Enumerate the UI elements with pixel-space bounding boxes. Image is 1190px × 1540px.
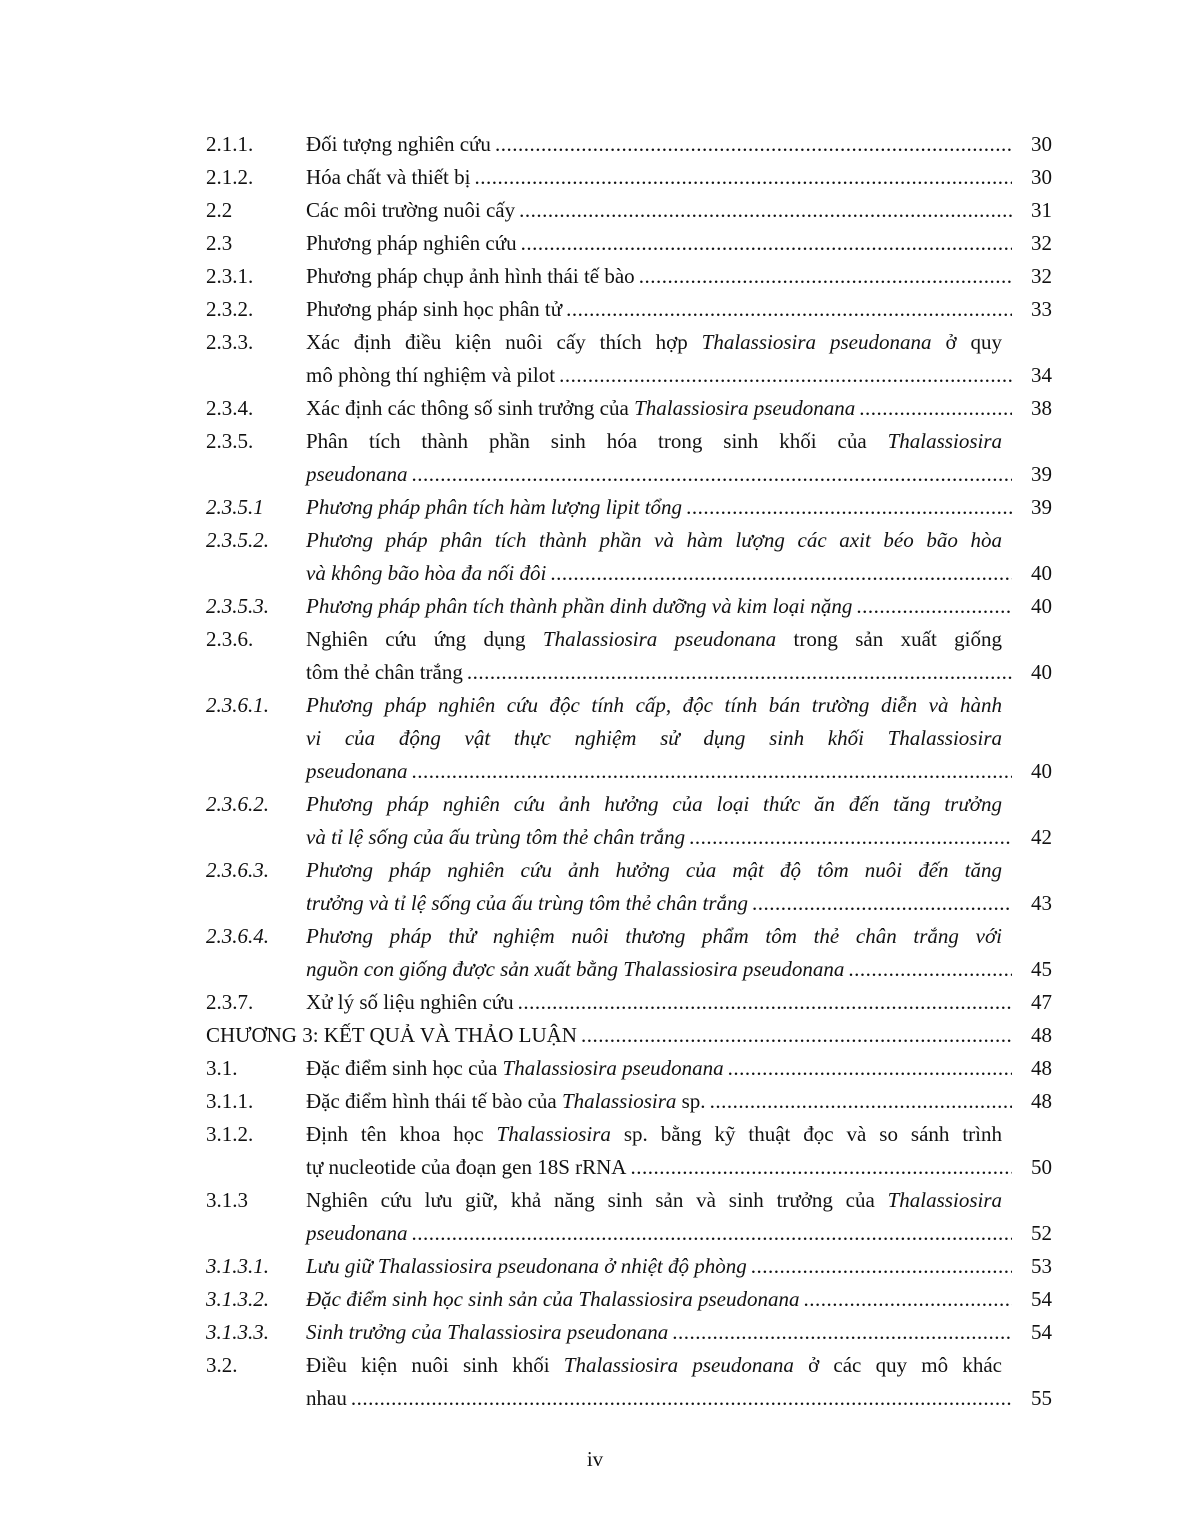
toc-entry-title: và không bão hòa đa nối đôi bbox=[306, 561, 547, 585]
toc-entry-title: CHƯƠNG 3: KẾT QUẢ VÀ THẢO LUẬN bbox=[206, 1023, 577, 1047]
toc-entry-number: 2.3.6.3. bbox=[206, 858, 269, 882]
toc-entry-number: 3.1.3.2. bbox=[206, 1287, 269, 1311]
dot-leader bbox=[566, 293, 1012, 326]
toc-entry-title: nhau bbox=[306, 1386, 347, 1410]
toc-entry-number: 2.1.2. bbox=[206, 165, 254, 189]
dot-leader bbox=[856, 590, 1012, 623]
toc-entry-page: 53 bbox=[1031, 1254, 1052, 1278]
toc-entry[interactable] bbox=[206, 227, 1056, 260]
toc-entry-title: Các môi trường nuôi cấy bbox=[306, 198, 516, 222]
toc-entry-number: 3.1.1. bbox=[206, 1089, 254, 1113]
toc-entry-title: Phương pháp phân tích thành phần dinh dưỡng và kim loại nặng bbox=[306, 594, 853, 618]
toc-entry-page: 30 bbox=[1031, 165, 1052, 189]
dot-leader bbox=[474, 161, 1012, 194]
toc-entry-number: 3.1.2. bbox=[206, 1122, 254, 1146]
toc-entry-title: Xử lý số liệu nghiên cứu bbox=[306, 990, 514, 1014]
toc-entry[interactable] bbox=[206, 326, 1056, 392]
toc-entry-number: 3.1. bbox=[206, 1056, 238, 1080]
toc-entry-title: trưởng và tỉ lệ sống của ấu trùng tôm thẻ chân trắng bbox=[306, 891, 749, 915]
toc-entry[interactable] bbox=[206, 260, 1056, 293]
dot-leader bbox=[550, 557, 1012, 590]
toc-entry-page: 39 bbox=[1031, 495, 1052, 519]
dot-leader bbox=[519, 194, 1012, 227]
toc-entry[interactable] bbox=[206, 128, 1056, 161]
toc-entry-title-line: Nghiên cứu lưu giữ, khả năng sinh sản và sinh trưởng của Thalassiosira bbox=[306, 1188, 1002, 1212]
toc-entry-title: mô phòng thí nghiệm và pilot bbox=[306, 363, 556, 387]
toc-entry-page: 47 bbox=[1031, 990, 1052, 1014]
toc-entry-number: 2.3 bbox=[206, 231, 233, 255]
dot-leader bbox=[630, 1151, 1012, 1184]
toc-entry[interactable] bbox=[206, 1184, 1056, 1250]
toc-entry[interactable] bbox=[206, 689, 1056, 788]
toc-entry[interactable] bbox=[206, 1052, 1056, 1085]
toc-entry-number: 3.1.3.3. bbox=[206, 1320, 269, 1344]
toc-entry-title-line: Xác định điều kiện nuôi cấy thích hợp Thalassiosira pseudonana ở quy bbox=[306, 330, 1002, 354]
toc-entry-page: 40 bbox=[1031, 759, 1052, 783]
dot-leader bbox=[751, 1250, 1012, 1283]
table-of-contents bbox=[206, 128, 1056, 1415]
toc-entry-page: 30 bbox=[1031, 132, 1052, 156]
toc-entry[interactable] bbox=[206, 920, 1056, 986]
dot-leader bbox=[859, 392, 1012, 425]
dot-leader bbox=[412, 755, 1013, 788]
dot-leader bbox=[728, 1052, 1012, 1085]
dot-leader bbox=[710, 1085, 1012, 1118]
toc-entry-title-line: Nghiên cứu ứng dụng Thalassiosira pseudonana trong sản xuất giống bbox=[306, 627, 1002, 651]
toc-entry-title: nguồn con giống được sản xuất bằng Thalassiosira pseudonana bbox=[306, 957, 845, 981]
toc-entry-number: 2.3.5. bbox=[206, 429, 254, 453]
toc-entry-title: Phương pháp chụp ảnh hình thái tế bào bbox=[306, 264, 635, 288]
page-number: iv bbox=[586, 1447, 604, 1471]
dot-leader bbox=[848, 953, 1012, 986]
toc-entry-page: 52 bbox=[1031, 1221, 1052, 1245]
dot-leader bbox=[686, 491, 1012, 524]
toc-entry[interactable] bbox=[206, 491, 1056, 524]
toc-entry-page: 45 bbox=[1031, 957, 1052, 981]
toc-entry[interactable] bbox=[206, 1118, 1056, 1184]
toc-entry-page: 32 bbox=[1031, 231, 1052, 255]
toc-entry-number: 2.3.6. bbox=[206, 627, 254, 651]
toc-entry-number: 2.3.3. bbox=[206, 330, 254, 354]
toc-entry-title-line: Phương pháp thử nghiệm nuôi thương phẩm tôm thẻ chân trắng với bbox=[306, 924, 1002, 948]
dot-leader bbox=[559, 359, 1012, 392]
toc-entry[interactable] bbox=[206, 1019, 1056, 1052]
toc-entry-number: 3.1.3.1. bbox=[206, 1254, 269, 1278]
toc-entry-page: 48 bbox=[1031, 1089, 1052, 1113]
toc-entry-page: 42 bbox=[1031, 825, 1052, 849]
toc-entry-title-line: Phương pháp nghiên cứu ảnh hưởng của loại thức ăn đến tăng trưởng bbox=[306, 792, 1002, 816]
dot-leader bbox=[518, 986, 1012, 1019]
toc-entry-page: 39 bbox=[1031, 462, 1052, 486]
toc-entry-title: pseudonana bbox=[306, 462, 408, 486]
dot-leader bbox=[521, 227, 1012, 260]
toc-entry-number: 2.3.6.4. bbox=[206, 924, 269, 948]
dot-leader bbox=[467, 656, 1012, 689]
toc-entry-number: 2.3.5.1 bbox=[206, 495, 264, 519]
toc-entry-title-line: Điều kiện nuôi sinh khối Thalassiosira pseudonana ở các quy mô khác bbox=[306, 1353, 1003, 1377]
dot-leader bbox=[804, 1283, 1013, 1316]
toc-entry-page: 40 bbox=[1031, 561, 1052, 585]
toc-entry-number: 3.2. bbox=[206, 1353, 238, 1377]
toc-entry-title: Phương pháp sinh học phân tử bbox=[306, 297, 563, 321]
toc-entry-title-line: Phương pháp nghiên cứu độc tính cấp, độc tính bán trường diễn và hành bbox=[306, 693, 1002, 717]
toc-entry-page: 55 bbox=[1031, 1386, 1052, 1410]
toc-entry-title: Đặc điểm sinh học sinh sản của Thalassiosira pseudonana bbox=[306, 1287, 800, 1311]
toc-entry[interactable] bbox=[206, 1349, 1056, 1415]
toc-entry-title: Sinh trưởng của Thalassiosira pseudonana bbox=[306, 1320, 669, 1344]
toc-entry[interactable] bbox=[206, 293, 1056, 326]
toc-entry-number: 2.3.7. bbox=[206, 990, 254, 1014]
toc-entry[interactable] bbox=[206, 392, 1056, 425]
toc-entry[interactable] bbox=[206, 425, 1056, 491]
dot-leader bbox=[752, 887, 1012, 920]
toc-entry-page: 40 bbox=[1031, 594, 1052, 618]
toc-entry[interactable] bbox=[206, 194, 1056, 227]
dot-leader bbox=[581, 1019, 1012, 1052]
toc-entry-title: tôm thẻ chân trắng bbox=[306, 660, 463, 684]
toc-entry-title: Đặc điểm sinh học của Thalassiosira pseudonana bbox=[306, 1056, 724, 1080]
toc-entry-page: 48 bbox=[1031, 1056, 1052, 1080]
dot-leader bbox=[495, 128, 1012, 161]
toc-entry-number: 2.2 bbox=[206, 198, 233, 222]
toc-entry-number: 3.1.3 bbox=[206, 1188, 248, 1212]
dot-leader bbox=[689, 821, 1012, 854]
toc-entry[interactable] bbox=[206, 986, 1056, 1019]
toc-entry[interactable] bbox=[206, 788, 1056, 854]
toc-entry[interactable] bbox=[206, 161, 1056, 194]
dot-leader bbox=[639, 260, 1012, 293]
dot-leader bbox=[412, 1217, 1013, 1250]
toc-entry-title: và tỉ lệ sống của ấu trùng tôm thẻ chân trắng bbox=[306, 825, 686, 849]
toc-entry-number: 2.3.6.2. bbox=[206, 792, 269, 816]
toc-entry-page: 48 bbox=[1031, 1023, 1052, 1047]
toc-entry[interactable] bbox=[206, 1250, 1056, 1283]
toc-entry[interactable] bbox=[206, 623, 1056, 689]
toc-entry-title: tự nucleotide của đoạn gen 18S rRNA bbox=[306, 1155, 627, 1179]
toc-entry-number: 2.3.4. bbox=[206, 396, 254, 420]
toc-entry-page: 40 bbox=[1031, 660, 1052, 684]
toc-entry-page: 54 bbox=[1031, 1320, 1052, 1344]
toc-entry[interactable] bbox=[206, 1085, 1056, 1118]
toc-entry[interactable] bbox=[206, 1283, 1056, 1316]
toc-entry-page: 32 bbox=[1031, 264, 1052, 288]
toc-entry-number: 2.3.2. bbox=[206, 297, 254, 321]
toc-entry-page: 38 bbox=[1031, 396, 1052, 420]
toc-entry-title-line: Phương pháp phân tích thành phần và hàm lượng các axit béo bão hòa bbox=[306, 528, 1002, 552]
toc-entry-title: Phương pháp phân tích hàm lượng lipit tổng bbox=[306, 495, 683, 519]
toc-entry-title: pseudonana bbox=[306, 1221, 408, 1245]
toc-entry-title: Hóa chất và thiết bị bbox=[306, 165, 471, 189]
toc-entry-title-line: Định tên khoa học Thalassiosira sp. bằng kỹ thuật đọc và so sánh trình bbox=[306, 1122, 1003, 1146]
toc-entry-number: 2.3.1. bbox=[206, 264, 254, 288]
toc-entry-page: 50 bbox=[1031, 1155, 1052, 1179]
toc-entry-page: 43 bbox=[1031, 891, 1052, 915]
toc-entry-title: Đối tượng nghiên cứu bbox=[306, 132, 491, 156]
dot-leader bbox=[351, 1382, 1012, 1415]
toc-entry-number: 2.1.1. bbox=[206, 132, 254, 156]
toc-entry-page: 33 bbox=[1031, 297, 1052, 321]
toc-entry-title: Đặc điểm hình thái tế bào của Thalassiosira sp. bbox=[306, 1089, 706, 1113]
toc-entry-page: 31 bbox=[1031, 198, 1052, 222]
toc-entry-number: 2.3.6.1. bbox=[206, 693, 269, 717]
dot-leader bbox=[412, 458, 1013, 491]
toc-entry[interactable] bbox=[206, 854, 1056, 920]
toc-entry-title: Phương pháp nghiên cứu bbox=[306, 231, 517, 255]
toc-entry-title: pseudonana bbox=[306, 759, 408, 783]
toc-entry-title: Xác định các thông số sinh trưởng của Thalassiosira pseudonana bbox=[306, 396, 856, 420]
dot-leader bbox=[672, 1316, 1012, 1349]
toc-entry-title: Lưu giữ Thalassiosira pseudonana ở nhiệt độ phòng bbox=[306, 1254, 747, 1278]
toc-entry-title-line: Phương pháp nghiên cứu ảnh hưởng của mật độ tôm nuôi đến tăng bbox=[306, 858, 1002, 882]
toc-entry-number: 2.3.5.2. bbox=[206, 528, 269, 552]
toc-entry[interactable] bbox=[206, 1316, 1056, 1349]
toc-entry-number: 2.3.5.3. bbox=[206, 594, 269, 618]
toc-entry-page: 54 bbox=[1031, 1287, 1052, 1311]
toc-entry-page: 34 bbox=[1031, 363, 1052, 387]
toc-entry[interactable] bbox=[206, 524, 1056, 590]
toc-entry[interactable] bbox=[206, 590, 1056, 623]
toc-entry-title-line: Phân tích thành phần sinh hóa trong sinh khối của Thalassiosira bbox=[306, 429, 1002, 453]
toc-entry-title-line: vi của động vật thực nghiệm sử dụng sinh khối Thalassiosira bbox=[306, 726, 1002, 750]
